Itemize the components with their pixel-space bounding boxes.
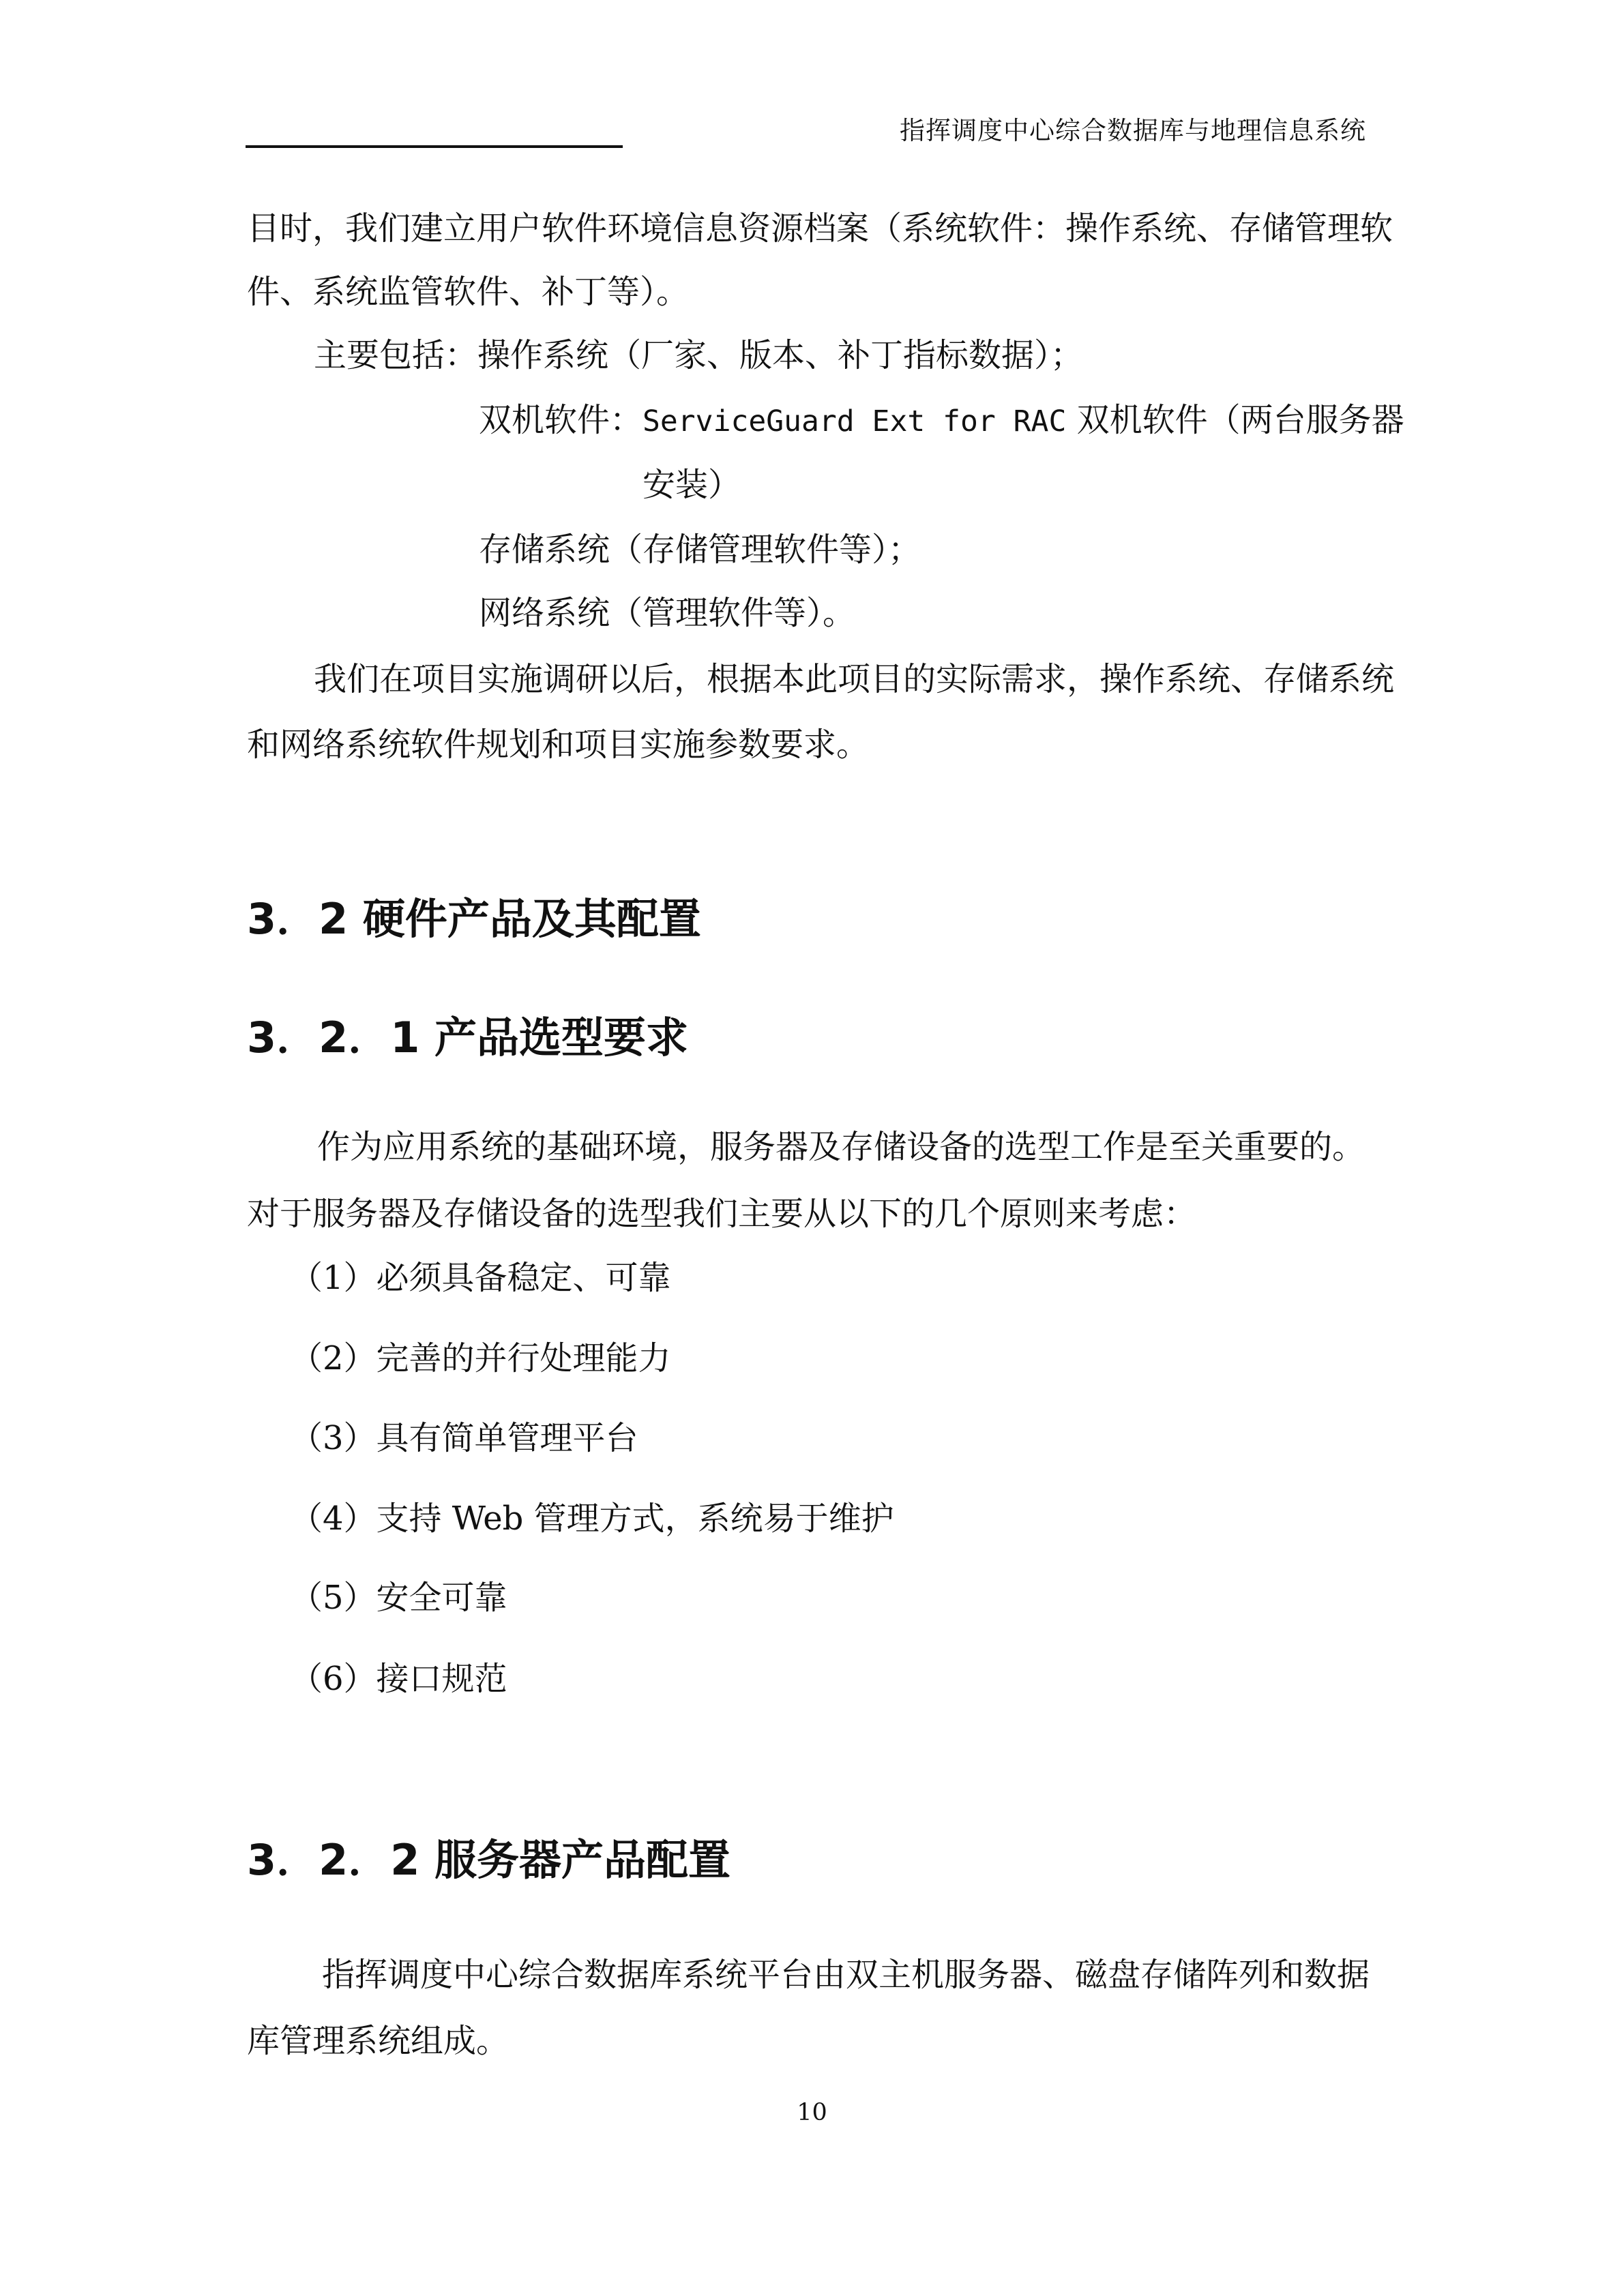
intro-line-1: 目时，我们建立用户软件环境信息资源档案（系统软件：操作系统、存储管理软 [247,209,1393,248]
list-item: （5）安全可靠 [290,1579,507,1617]
server-para-line-2: 库管理系统组成。 [247,2022,510,2060]
list-item: （6）接口规范 [290,1660,507,1698]
selection-para-line-2: 对于服务器及存储设备的选型我们主要从以下的几个原则来考虑： [247,1195,1197,1233]
dual-machine-continuation: 安装） [643,466,741,504]
list-item: （4）支持 Web 管理方式，系统易于维护 [290,1500,894,1538]
intro-line-2: 件、系统监管软件、补丁等）。 [247,273,690,311]
section-heading-3-2-1: 3．2．1 产品选型要求 [247,1013,689,1062]
page-number: 10 [797,2099,827,2126]
list-item: （3）具有简单管理平台 [290,1419,638,1457]
header-rule [246,145,623,148]
selection-para-line-1: 作为应用系统的基础环境，服务器及存储设备的选型工作是至关重要的。 [317,1128,1365,1166]
main-includes-label: 主要包括： [314,336,478,374]
plan-line-2: 和网络系统软件规划和项目实施参数要求。 [247,726,870,764]
list-item: （1）必须具备稳定、可靠 [290,1259,671,1297]
dual-machine-line [479,400,1404,442]
main-includes-line [314,335,1083,376]
network-system-line: 网络系统（管理软件等）。 [479,594,856,632]
plan-line-1: 我们在项目实施调研以后，根据本此项目的实际需求，操作系统、存储系统 [314,660,1395,698]
dual-machine-prefix: 双机软件： [479,401,643,439]
server-para-line-1: 指挥调度中心综合数据库系统平台由双主机服务器、磁盘存储阵列和数据 [322,1956,1370,1994]
section-heading-3-2: 3．2 硬件产品及其配置 [247,894,701,944]
dual-machine-suffix: 双机软件（两台服务器 [1066,401,1404,439]
section-heading-3-2-2: 3．2．2 服务器产品配置 [247,1835,731,1885]
list-item: （2）完善的并行处理能力 [290,1339,671,1377]
storage-system-line: 存储系统（存储管理软件等）； [479,531,921,569]
running-header-title: 指挥调度中心综合数据库与地理信息系统 [900,116,1366,145]
dual-machine-product: ServiceGuard Ext for RAC [643,404,1067,438]
main-includes-os: 操作系统（厂家、版本、补丁指标数据）； [477,336,1084,374]
